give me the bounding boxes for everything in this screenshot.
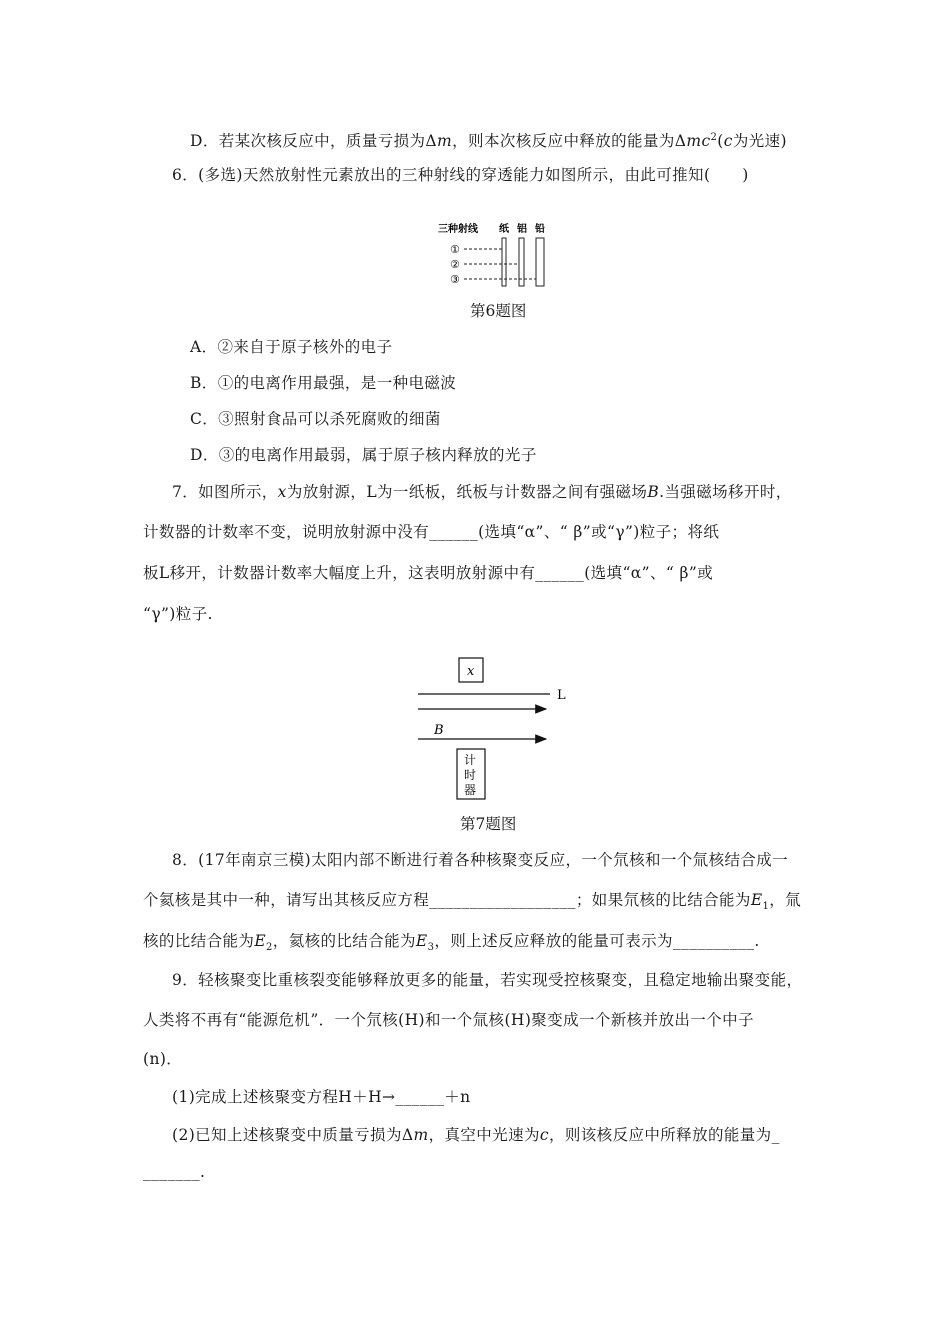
q7-magnetic-figure <box>410 652 580 804</box>
q6-lead-plate <box>536 238 544 286</box>
q6-option-b: B．①的电离作用最强，是一种电磁波 <box>190 374 457 392</box>
q5-superscript: 2 <box>710 131 718 143</box>
q8-line2-a: 个氦核是其中一种，请写出其核反应方程__________________；如果氘核的比结合能为 <box>143 891 751 909</box>
q7-counter-char2: 时 <box>464 768 477 782</box>
q7-line2: 计数器的计数率不变，说明放射源中没有______(选填“α”、“ β”或“γ”)粒子；将纸 <box>143 523 720 541</box>
q6-caption: 第6题图 <box>470 302 527 320</box>
q6-header-paper: 纸 <box>499 224 509 235</box>
q6-stem: 6．(多选)天然放射性元素放出的三种射线的穿透能力如图所示，由此可推知( ) <box>172 166 749 184</box>
q8-line2-b: ，氚 <box>769 891 802 909</box>
q7-x-symbol: x <box>277 483 287 501</box>
q8-line3-c: ，则上述反应释放的能量可表示为__________. <box>434 932 760 950</box>
q8-e3-symbol: E <box>415 932 428 950</box>
q6-option-c: C．③照射食品可以杀死腐败的细菌 <box>190 410 441 428</box>
q9-c-symbol: c <box>539 1126 549 1144</box>
q6-header-rays: 三种射线 <box>438 224 478 235</box>
q7-source-label: x <box>467 664 475 679</box>
q9-part1: (1)完成上述核聚变方程H＋H→______＋n <box>172 1088 471 1106</box>
q8-e2-symbol: E <box>254 932 267 950</box>
q6-header-pb: 铅 <box>535 224 545 235</box>
q7-line1 <box>172 480 792 502</box>
q8-line1: 8．(17年南京三模)太阳内部不断进行着各种核聚变反应，一个氘核和一个氚核结合成一 <box>172 851 789 869</box>
q9-line3: (n)． <box>143 1050 183 1068</box>
q9-part2 <box>172 1123 780 1145</box>
q8-e2-subscript: 2 <box>266 942 273 954</box>
q9-line1: 9．轻核聚变比重核裂变能够释放更多的能量，若实现受控核聚变，且稳定地输出聚变能， <box>172 971 803 989</box>
q6-ray2-label: ② <box>450 258 460 271</box>
q5-c-symbol: c <box>723 132 733 150</box>
q7-line1-b: 为放射源，L为一纸板，纸板与计数器之间有强磁场 <box>286 483 648 501</box>
q5-mc-symbol: mc <box>686 132 711 150</box>
q6-option-d: D．③的电离作用最弱，属于原子核内释放的光子 <box>190 446 537 464</box>
q6-penetration-figure <box>436 220 556 292</box>
q9-part2-a: (2)已知上述核聚变中质量亏损为Δ <box>172 1126 414 1144</box>
q6-option-a: A．②来自于原子核外的电子 <box>190 338 393 356</box>
q5-option-d <box>190 129 787 151</box>
q9-mass-symbol: m <box>413 1126 429 1144</box>
q7-counter-char1: 计 <box>464 753 477 767</box>
q7-b-symbol: B <box>647 483 660 501</box>
q9-part2-b: ，真空中光速为 <box>428 1126 540 1144</box>
q6-ray3-label: ③ <box>450 273 460 286</box>
q6-ray1-label: ① <box>450 243 460 256</box>
q7-line1-a: 7．如图所示， <box>172 483 278 501</box>
q7-plate-label: L <box>557 688 566 703</box>
q5-paren: ( <box>717 132 724 150</box>
q9-part2-continuation: _______. <box>143 1163 206 1181</box>
q7-line1-c: .当强磁场移开时， <box>659 483 792 501</box>
q7-field-label: B <box>434 723 444 738</box>
q8-line3 <box>143 929 760 953</box>
q7-line4: “γ”)粒子. <box>143 605 213 623</box>
q9-line2: 人类将不再有“能源危机”．一个氘核(H)和一个氚核(H)聚变成一个新核并放出一个中子 <box>143 1011 754 1029</box>
q7-counter-char3: 器 <box>464 783 477 797</box>
q8-line3-b: ，氦核的比结合能为 <box>272 932 416 950</box>
q8-e1-subscript: 1 <box>762 901 770 913</box>
q8-e1-symbol: E <box>750 891 763 909</box>
q7-line3: 板L移开，计数器计数率大幅度上升，这表明放射源中有______(选填“α”、“ β”或 <box>143 564 714 582</box>
q9-part2-d: ，则该核反应中所释放的能量为_ <box>548 1126 780 1144</box>
q6-header-al: 铝 <box>517 224 527 235</box>
q8-line2 <box>143 888 801 912</box>
q5-option-d-mid: ，则本次核反应中释放的能量为Δ <box>452 132 687 150</box>
q8-line3-a: 核的比结合能为 <box>143 932 255 950</box>
q5-mass-symbol: m <box>437 132 453 150</box>
q5-option-d-text: D．若某次核反应中，质量亏损为Δ <box>190 132 438 150</box>
q5-option-d-end: 为光速) <box>732 132 787 150</box>
q8-e3-subscript: 3 <box>427 942 435 954</box>
q7-caption: 第7题图 <box>460 815 517 833</box>
